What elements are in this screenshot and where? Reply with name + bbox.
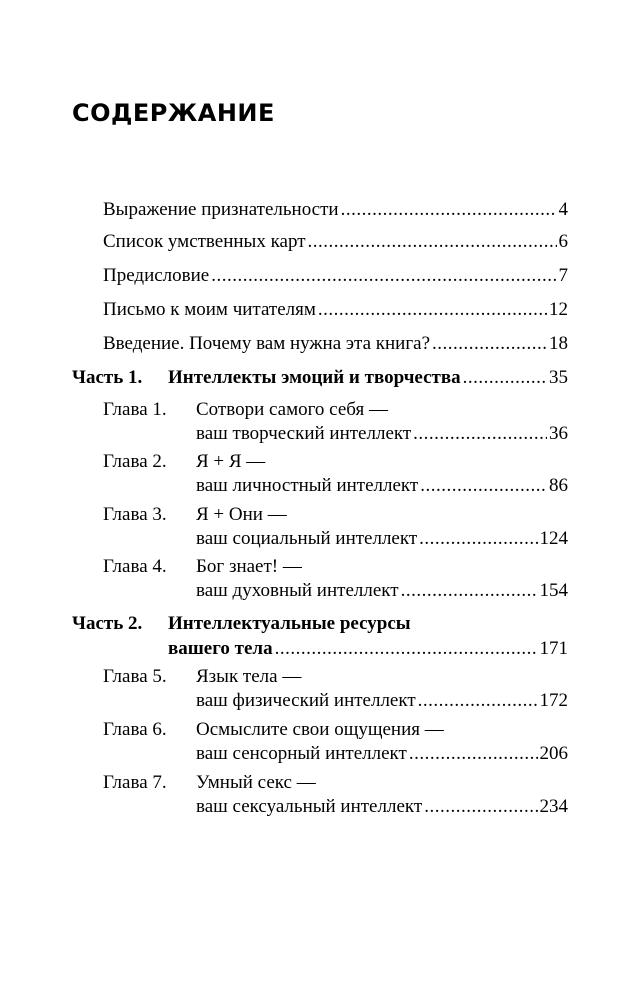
toc-entry-page: 7 <box>558 265 568 286</box>
chapter-label: Глава 6. <box>103 719 167 740</box>
chapter-label: Глава 4. <box>103 556 167 577</box>
leader-dots <box>341 198 557 222</box>
leader-dots <box>409 742 538 766</box>
chapter-title-line1: Сотвори самого себя — <box>196 399 388 420</box>
chapter-label: Глава 3. <box>103 504 167 525</box>
chapter-label: Глава 7. <box>103 772 167 793</box>
leader-dots <box>211 264 556 288</box>
chapter-title-line1: Я + Я — <box>196 451 266 472</box>
toc-entry-chapter-6[interactable] <box>196 742 568 766</box>
leader-dots <box>463 366 547 390</box>
part-label: Часть 1. <box>72 367 143 388</box>
toc-entry-title: Письмо к моим читателям <box>103 299 316 320</box>
leader-dots <box>275 637 538 661</box>
toc-entry-page: 12 <box>549 299 568 320</box>
chapter-title-line2: ваш сенсорный интеллект <box>196 743 407 764</box>
toc-entry-page: 36 <box>549 423 568 444</box>
toc-entry-page: 18 <box>549 333 568 354</box>
leader-dots <box>419 527 537 551</box>
chapter-label: Глава 1. <box>103 399 167 420</box>
page-title: СОДЕРЖАНИЕ <box>72 99 275 127</box>
chapter-title-line1: Язык тела — <box>196 666 302 687</box>
toc-entry-preface[interactable] <box>103 264 568 288</box>
toc-entry-page: 6 <box>558 231 568 252</box>
leader-dots <box>401 579 538 603</box>
toc-entry-title: Предисловие <box>103 265 210 286</box>
chapter-title-line1: Бог знает! — <box>196 556 302 577</box>
leader-dots <box>308 230 557 254</box>
toc-entry-introduction[interactable] <box>103 332 568 356</box>
leader-dots <box>318 298 547 322</box>
chapter-title-line2: ваш физический интеллект <box>196 690 416 711</box>
part-title-line1: Интеллектуальные ресурсы <box>168 613 411 634</box>
leader-dots <box>418 689 538 713</box>
toc-entry-page: 4 <box>558 199 568 220</box>
leader-dots <box>420 474 547 498</box>
leader-dots <box>424 795 537 819</box>
chapter-title-line2: ваш личностный интеллект <box>196 475 419 496</box>
toc-entry-chapter-4[interactable] <box>196 579 568 603</box>
chapter-title-line2: ваш сексуальный интеллект <box>196 796 423 817</box>
toc-entry-chapter-7[interactable] <box>196 795 568 819</box>
toc-entry-page: 35 <box>549 367 568 388</box>
chapter-title-line1: Осмыслите свои ощущения — <box>196 719 444 740</box>
toc-entry-chapter-5[interactable] <box>196 689 568 713</box>
toc-entry-page: 124 <box>539 528 568 549</box>
chapter-title-line2: ваш духовный интеллект <box>196 580 399 601</box>
chapter-label: Глава 5. <box>103 666 167 687</box>
toc-entry-title: Выражение признательности <box>103 199 339 220</box>
toc-entry-page: 206 <box>539 743 568 764</box>
part-title: Интеллекты эмоций и творчества <box>168 367 461 388</box>
toc-entry-part-1[interactable] <box>168 366 568 390</box>
part-title-line2: вашего тела <box>168 638 273 659</box>
chapter-title-line2: ваш социальный интеллект <box>196 528 418 549</box>
chapter-label: Глава 2. <box>103 451 167 472</box>
toc-entry-acknowledgements[interactable] <box>103 198 568 222</box>
toc-entry-chapter-1[interactable] <box>196 422 568 446</box>
toc-entry-letter[interactable] <box>103 298 568 322</box>
toc-entry-page: 171 <box>539 638 568 659</box>
toc-entry-title: Введение. Почему вам нужна эта книга? <box>103 333 430 354</box>
leader-dots <box>432 332 547 356</box>
toc-entry-page: 86 <box>549 475 568 496</box>
part-label: Часть 2. <box>72 613 143 634</box>
toc-entry-chapter-3[interactable] <box>196 527 568 551</box>
toc-entry-page: 172 <box>539 690 568 711</box>
toc-entry-title: Список умственных карт <box>103 231 306 252</box>
leader-dots <box>413 422 547 446</box>
chapter-title-line1: Я + Они — <box>196 504 287 525</box>
toc-entry-mind-maps[interactable] <box>103 230 568 254</box>
toc-entry-page: 234 <box>539 796 568 817</box>
chapter-title-line2: ваш творческий интеллект <box>196 423 412 444</box>
toc-entry-part-2[interactable] <box>168 637 568 661</box>
chapter-title-line1: Умный секс — <box>196 772 316 793</box>
toc-entry-chapter-2[interactable] <box>196 474 568 498</box>
toc-entry-page: 154 <box>539 580 568 601</box>
